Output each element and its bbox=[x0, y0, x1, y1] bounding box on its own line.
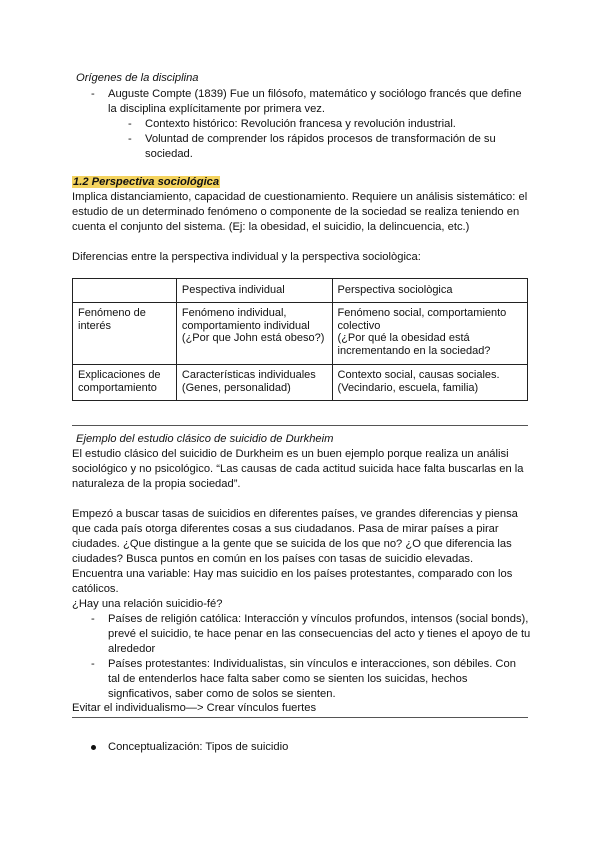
origins-title: Orígenes de la disciplina bbox=[76, 72, 199, 84]
origins-item-line: Auguste Compte (1839) Fue un filósofo, matemático y sociólogo francés que define bbox=[108, 88, 522, 100]
durkheim-item-line: alrededor bbox=[108, 643, 156, 655]
durkheim-para-line: El estudio clásico del suicidio de Durkheim es un buen ejemplo porque realiza un análisi bbox=[72, 448, 509, 460]
durkheim-para-line: ciudades? Busca puntos en común en los países con tasas de suicidio elevadas. bbox=[72, 553, 474, 565]
list-dash: - bbox=[91, 613, 95, 625]
cell-line: (¿Por que John está obeso?) bbox=[181, 332, 325, 344]
cell-line: Explicaciones de bbox=[78, 369, 161, 381]
durkheim-conclusion: Evitar el individualismo—> Crear vínculos fuertes bbox=[72, 702, 317, 714]
horizontal-divider bbox=[72, 717, 528, 718]
cell-line: interés bbox=[78, 319, 112, 332]
table-cell bbox=[332, 303, 527, 365]
table-header-row bbox=[73, 279, 528, 303]
table-row bbox=[73, 365, 528, 401]
table-cell bbox=[176, 365, 332, 401]
list-dash: - bbox=[128, 118, 132, 130]
durkheim-para-line: Encuentra una variable: Hay mas suicidio en los países protestantes, comparado con los bbox=[72, 568, 513, 580]
cell-line: comportamiento individual bbox=[181, 319, 310, 332]
cell-line: Fenómeno social, comportamiento bbox=[337, 307, 507, 319]
durkheim-title: Ejemplo del estudio clásico de suicidio de Durkheim bbox=[76, 433, 334, 445]
durkheim-para-line: Empezó a buscar tasas de suicidios en diferentes países, ve grandes diferencias y piensa bbox=[72, 508, 518, 520]
comparison-table bbox=[72, 278, 528, 401]
cell-line: (Genes, personalidad) bbox=[181, 381, 291, 394]
perspective-heading: 1.2 Perspectiva sociológica bbox=[73, 176, 220, 188]
list-dash: - bbox=[128, 133, 132, 145]
horizontal-divider bbox=[72, 425, 528, 426]
origins-subitem-line: Contexto histórico: Revolución francesa y revolución industrial. bbox=[145, 118, 456, 130]
concept-bullet-text: Conceptualización: Tipos de suicidio bbox=[108, 741, 289, 753]
perspective-para-line: Implica distanciamiento, capacidad de cuestionamiento. Requiere un análisis sistemático: el bbox=[72, 191, 528, 203]
cell-line: (Vecindario, escuela, familia) bbox=[337, 381, 479, 394]
list-dash: - bbox=[91, 658, 95, 670]
cell-line: Contexto social, causas sociales. bbox=[337, 369, 500, 381]
cell-line: (¿Por qué la obesidad está bbox=[337, 332, 470, 344]
cell-line: comportamiento bbox=[78, 381, 157, 394]
bullet-icon bbox=[91, 745, 96, 750]
durkheim-item-line: Países de religión católica: Interacción y vínculos profundos, intensos (social bonds), bbox=[108, 613, 529, 625]
cell-line: Fenómeno de bbox=[78, 307, 146, 319]
durkheim-para-line: católicos. bbox=[72, 583, 119, 595]
table-header-cell bbox=[73, 279, 177, 303]
cell-line: incrementando en la sociedad? bbox=[337, 344, 491, 357]
perspective-para-line: cuenta el conjunto del sistema. (Ej: la obesidad, el suicidio, la delincuencia, etc.) bbox=[72, 221, 470, 233]
table-header-cell: Perspectiva sociològica bbox=[332, 279, 527, 303]
table-cell bbox=[73, 303, 177, 365]
durkheim-para-line: que cada país otorga diferentes cosas a sus ciudadanos. Pasa de mirar países a pirar bbox=[72, 523, 499, 535]
durkheim-para-line: ciudades. ¿Que distingue a la gente que se suicida de los que no? ¿O que diferencia las bbox=[72, 538, 512, 550]
durkheim-item-line: Países protestantes: Individualistas, sin vínculos e interacciones, son débiles. Con bbox=[108, 658, 516, 670]
diff-intro: Diferencias entre la perspectiva individual y la perspectiva sociològica: bbox=[72, 251, 421, 263]
durkheim-para-line: naturaleza de la propia sociedad”. bbox=[72, 478, 241, 490]
cell-line: colectivo bbox=[337, 319, 381, 332]
table-cell bbox=[73, 365, 177, 401]
table-cell bbox=[332, 365, 527, 401]
table-header-cell: Pespectiva individual bbox=[176, 279, 332, 303]
durkheim-item-line: signficativos, saber como de solos se sienten. bbox=[108, 688, 336, 700]
durkheim-para-line: ¿Hay una relación suicidio-fé? bbox=[72, 598, 223, 610]
durkheim-item-line: prevé el suicidio, te hace penar en las consecuencias del acto y tienes el apoyo de tu bbox=[108, 628, 531, 640]
section-heading bbox=[72, 175, 220, 190]
durkheim-para-line: sociológico y no psicológico. “Las causas de cada actitud suicida hace falta buscarlas en la bbox=[72, 463, 524, 475]
table-row bbox=[73, 303, 528, 365]
table-cell bbox=[176, 303, 332, 365]
origins-subitem-line: Voluntad de comprender los rápidos procesos de transformación de su bbox=[145, 133, 496, 145]
cell-line: Características individuales bbox=[181, 369, 316, 381]
origins-item-line: la disciplina explícitamente por primera vez. bbox=[108, 103, 326, 115]
cell-line: Fenómeno individual, bbox=[181, 307, 287, 319]
durkheim-item-line: tal de entenderlos hace falta saber como se sienten los suicidas, hechos bbox=[108, 673, 468, 685]
perspective-para-line: estudio de un determinado fenómeno o componente de la sociedad se realiza teniendo en bbox=[72, 206, 520, 218]
origins-subitem-line: sociedad. bbox=[145, 148, 193, 160]
list-dash: - bbox=[91, 88, 95, 100]
